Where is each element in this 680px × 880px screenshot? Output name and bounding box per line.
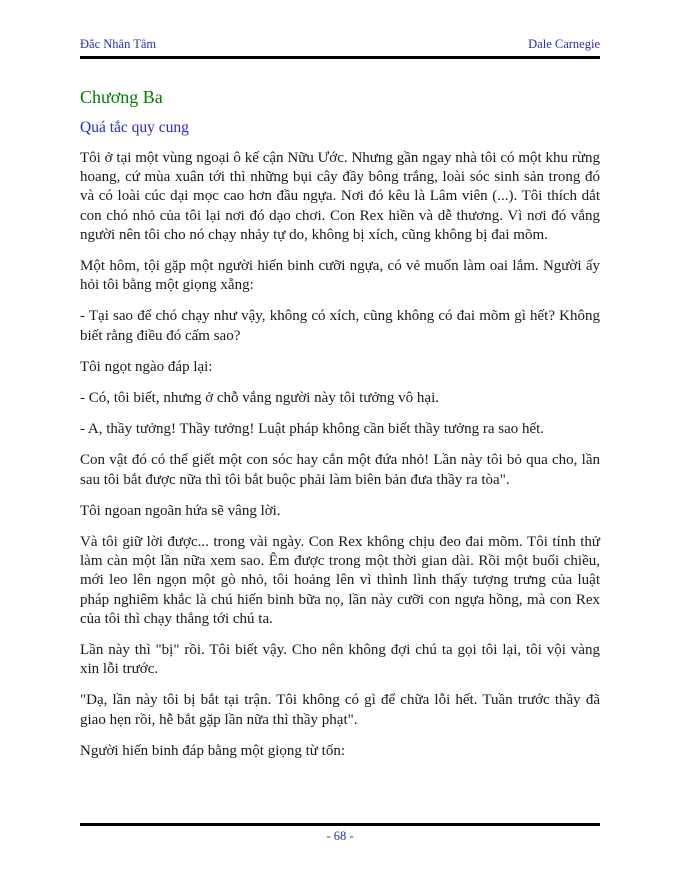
- paragraph: Tôi ngọt ngào đáp lại:: [80, 358, 213, 375]
- paragraph: - Tại sao để chó chạy như vậy, không có xích, cũng không có đai mõm gì hết? Không biết rằng điều đó cấm sao?: [80, 308, 600, 344]
- paragraph: Người hiến binh đáp bằng một giọng từ tốn:: [80, 742, 346, 759]
- paragraph: Con vật đó có thể giết một con sóc hay cắn một đứa nhỏ! Lần này tôi bỏ qua cho, lần sau tôi bắt được nữa thì tôi bắt buộc phải làm biên bản đưa thầy ra tòa".: [80, 452, 600, 488]
- paragraph: - Có, tôi biết, nhưng ở chỗ vắng người này tôi tưởng vô hại.: [80, 390, 439, 407]
- page-number: - 68 -: [326, 829, 354, 843]
- chapter-title: Chương Ba: [80, 87, 163, 107]
- page-footer: [80, 823, 600, 845]
- paragraph: Và tôi giữ lời được... trong vài ngày. Con Rex không chịu đeo đai mõm. Tôi tính thử làm càn một lần nữa xem sao. Êm được trong một thời gian dài. Rồi một buổi chiều, mới leo lên ngọn một gò nhỏ, tôi hoảng lên vì thình lình thấy tượng trưng của luật pháp nghiêm khắc là chú hiến binh bữa nọ, lần này cưỡi con ngựa hồng, mà con Rex của tôi thì chạy thẳng tới chú ta.: [80, 534, 600, 627]
- paragraph: Tôi ngoan ngoãn hứa sẽ vâng lời.: [80, 502, 281, 519]
- paragraph: Một hôm, tội gặp một người hiến binh cưỡi ngựa, có vẻ muốn làm oai lắm. Người ấy hỏi tôi bằng một giọng xẵng:: [80, 258, 600, 294]
- section-title: Quá tắc quy cung: [80, 119, 189, 136]
- page-header: [80, 0, 600, 59]
- header-author-name: Dale Carnegie: [528, 37, 600, 51]
- header-book-title: Đắc Nhân Tâm: [80, 37, 157, 51]
- body-text: [80, 149, 600, 761]
- paragraph: Tôi ở tại một vùng ngoại ô kế cận Nữu Ước. Nhưng gần ngay nhà tôi có một khu rừng hoang, cứ mùa xuân tới thì những bụi cây đầy bông trắng, loài sóc sinh sản trong đó và có loài cúc dại mọc cao hơn đầu ngựa. Nơi đó kêu là Lâm viên (...). Tôi thích dắt con chó nhỏ của tôi lại nơi đó dạo chơi. Con Rex hiền và dễ thương. Vì nơi đó vắng người nên tôi cho nó chạy nhảy tự do, không bị xích, cũng không bị đai mõm.: [80, 150, 600, 243]
- paragraph: "Dạ, lần này tôi bị bắt tại trận. Tôi không có gì để chữa lỗi hết. Tuần trước thầy đã giao hẹn rồi, hễ bắt gặp lần nữa thì thầy phạt".: [80, 692, 600, 728]
- paragraph: - A, thầy tưởng! Thầy tưởng! Luật pháp không cần biết thầy tưởng ra sao hết.: [80, 421, 545, 438]
- paragraph: Lần này thì "bị" rồi. Tôi biết vậy. Cho nên không đợi chú ta gọi tôi lại, tôi vội vàng xin lỗi trước.: [80, 642, 600, 678]
